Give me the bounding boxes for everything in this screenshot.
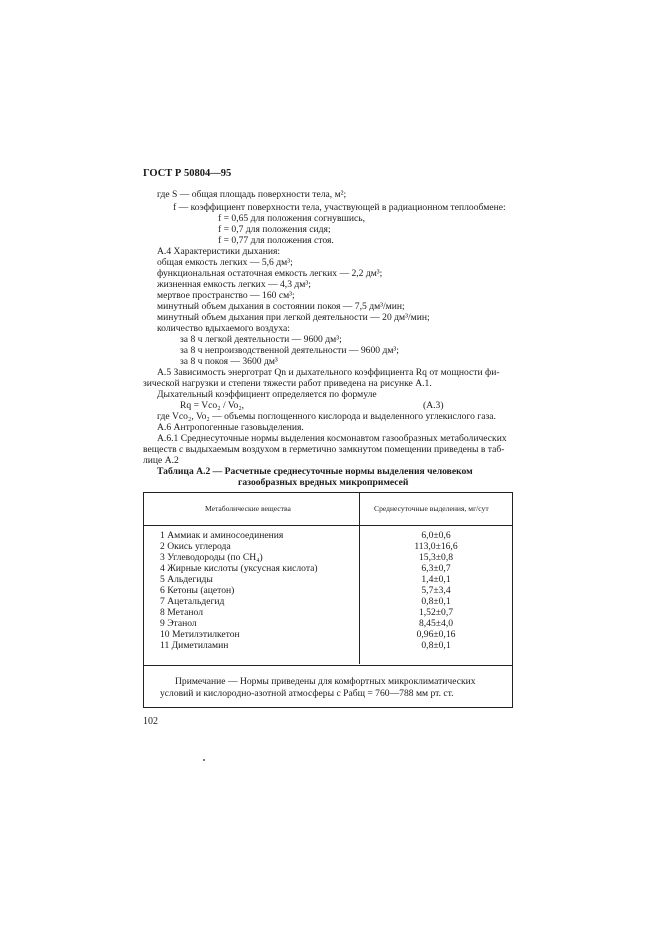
text-line: где S — общая площадь поверхности тела, м²; <box>157 189 347 200</box>
text-line: f = 0,65 для положения согнувшись, <box>218 213 366 224</box>
text-line: А.6 Антропогенные газовыделения. <box>157 422 304 433</box>
table-cell-value: 0,8±0,1 <box>421 596 451 607</box>
table-note: условий и кислородно-азотной атмосферы с Pабщ = 760—788 мм рт. ст. <box>160 688 454 699</box>
table-title: газообразных вредных микропримесей <box>238 477 409 488</box>
text-line: минутный объем дыхания при легкой деятельности — 20 дм³/мин; <box>157 312 430 323</box>
table-cell-name: 8 Метанол <box>160 607 204 618</box>
table-cell-name: 9 Этанол <box>160 618 197 629</box>
text-line: за 8 ч легкой деятельности — 9600 дм³; <box>180 334 342 345</box>
text-line: А.4 Характеристики дыхания: <box>157 246 281 257</box>
table-cell-name: 10 Метилэтилкетон <box>160 629 240 640</box>
text-line: А.6.1 Среднесуточные нормы выделения космонавтом газообразных метаболических <box>157 433 507 444</box>
text-line: веществ с выдыхаемым воздухом в герметично замкнутом помещении приведены в таб- <box>143 444 505 455</box>
table-header-divider <box>143 525 512 526</box>
table-title: Таблица А.2 — Расчетные среднесуточные нормы выделения человеком <box>157 466 473 477</box>
table-cell-name: 1 Аммиак и аминосоединения <box>160 530 284 541</box>
formula-number: (А.3) <box>423 400 444 411</box>
page-number: 102 <box>143 716 158 727</box>
table-cell-value: 5,7±3,4 <box>421 585 451 596</box>
text-line: функциональная остаточная емкость легких — 2,2 дм³; <box>157 268 383 279</box>
text-line: где Vco₂, Vo₂ — объемы поглощенного кислорода и выделенного углекислого газа. <box>157 411 496 422</box>
text-line: мертвое пространство — 160 см³; <box>157 290 295 301</box>
text-line: Дыхательный коэффициент определяется по формуле <box>157 389 377 400</box>
table-cell-value: 113,0±16,6 <box>414 541 458 552</box>
table-cell-value: 0,8±0,1 <box>421 640 451 651</box>
table-cell-name: 3 Углеводороды (по CH₄) <box>160 552 263 563</box>
text-line: за 8 ч покоя — 3600 дм³ <box>180 356 278 367</box>
table-cell-name: 7 Ацетальдегид <box>160 596 225 607</box>
document-header: ГОСТ Р 50804—95 <box>143 168 232 179</box>
table-cell-value: 8,45±4,0 <box>418 618 454 629</box>
table-cell-name: 11 Диметиламин <box>160 640 229 651</box>
table-cell-value: 1,52±0,7 <box>418 607 454 618</box>
table-header-cell: Метаболические вещества <box>205 504 291 513</box>
text-line: жизненная емкость легких — 4,3 дм³; <box>157 279 311 290</box>
text-line: f = 0,77 для положения стоя. <box>218 235 334 246</box>
text-line: f — коэффициент поверхности тела, участвующей в радиационном теплообмене: <box>173 202 506 213</box>
table-cell-name: 2 Окись углерода <box>160 541 231 552</box>
table-cell-name: 5 Альдегиды <box>160 574 213 585</box>
scan-speck <box>203 759 205 761</box>
table-cell-value: 15,3±0,8 <box>418 552 454 563</box>
table-cell-value: 1,4±0,1 <box>421 574 451 585</box>
table-header-cell: Среднесуточные выделения, мг/сут <box>374 504 489 513</box>
table-cell-value: 6,3±0,7 <box>421 563 451 574</box>
table-note: Примечание — Нормы приведены для комфортных микроклиматических <box>175 676 476 687</box>
table-cell-name: 4 Жирные кислоты (уксусная кислота) <box>160 563 318 574</box>
text-line: f = 0,7 для положения сидя; <box>218 224 331 235</box>
table-cell-name: 6 Кетоны (ацетон) <box>160 585 235 596</box>
text-line: минутный объем дыхания в состоянии покоя — 7,5 дм³/мин; <box>157 301 405 312</box>
text-line: за 8 ч непроизводственной деятельности — 9600 дм³; <box>180 345 399 356</box>
table-column-divider <box>359 492 360 664</box>
formula: Rq = Vco₂ / Vo₂, <box>180 400 245 411</box>
text-line: количество вдыхаемого воздуха: <box>157 323 290 334</box>
text-line: зической нагрузки и степени тяжести работ приведена на рисунке А.1. <box>143 378 432 389</box>
text-line: А.5 Зависимость энерготрат Qn и дыхательного коэффициента Rq от мощности фи- <box>157 367 500 378</box>
table-cell-value: 0,96±0,16 <box>416 629 456 640</box>
text-line: лице А.2 <box>143 455 179 466</box>
text-line: общая емкость легких — 5,6 дм³; <box>157 257 293 268</box>
table-cell-value: 6,0±0,6 <box>421 530 451 541</box>
